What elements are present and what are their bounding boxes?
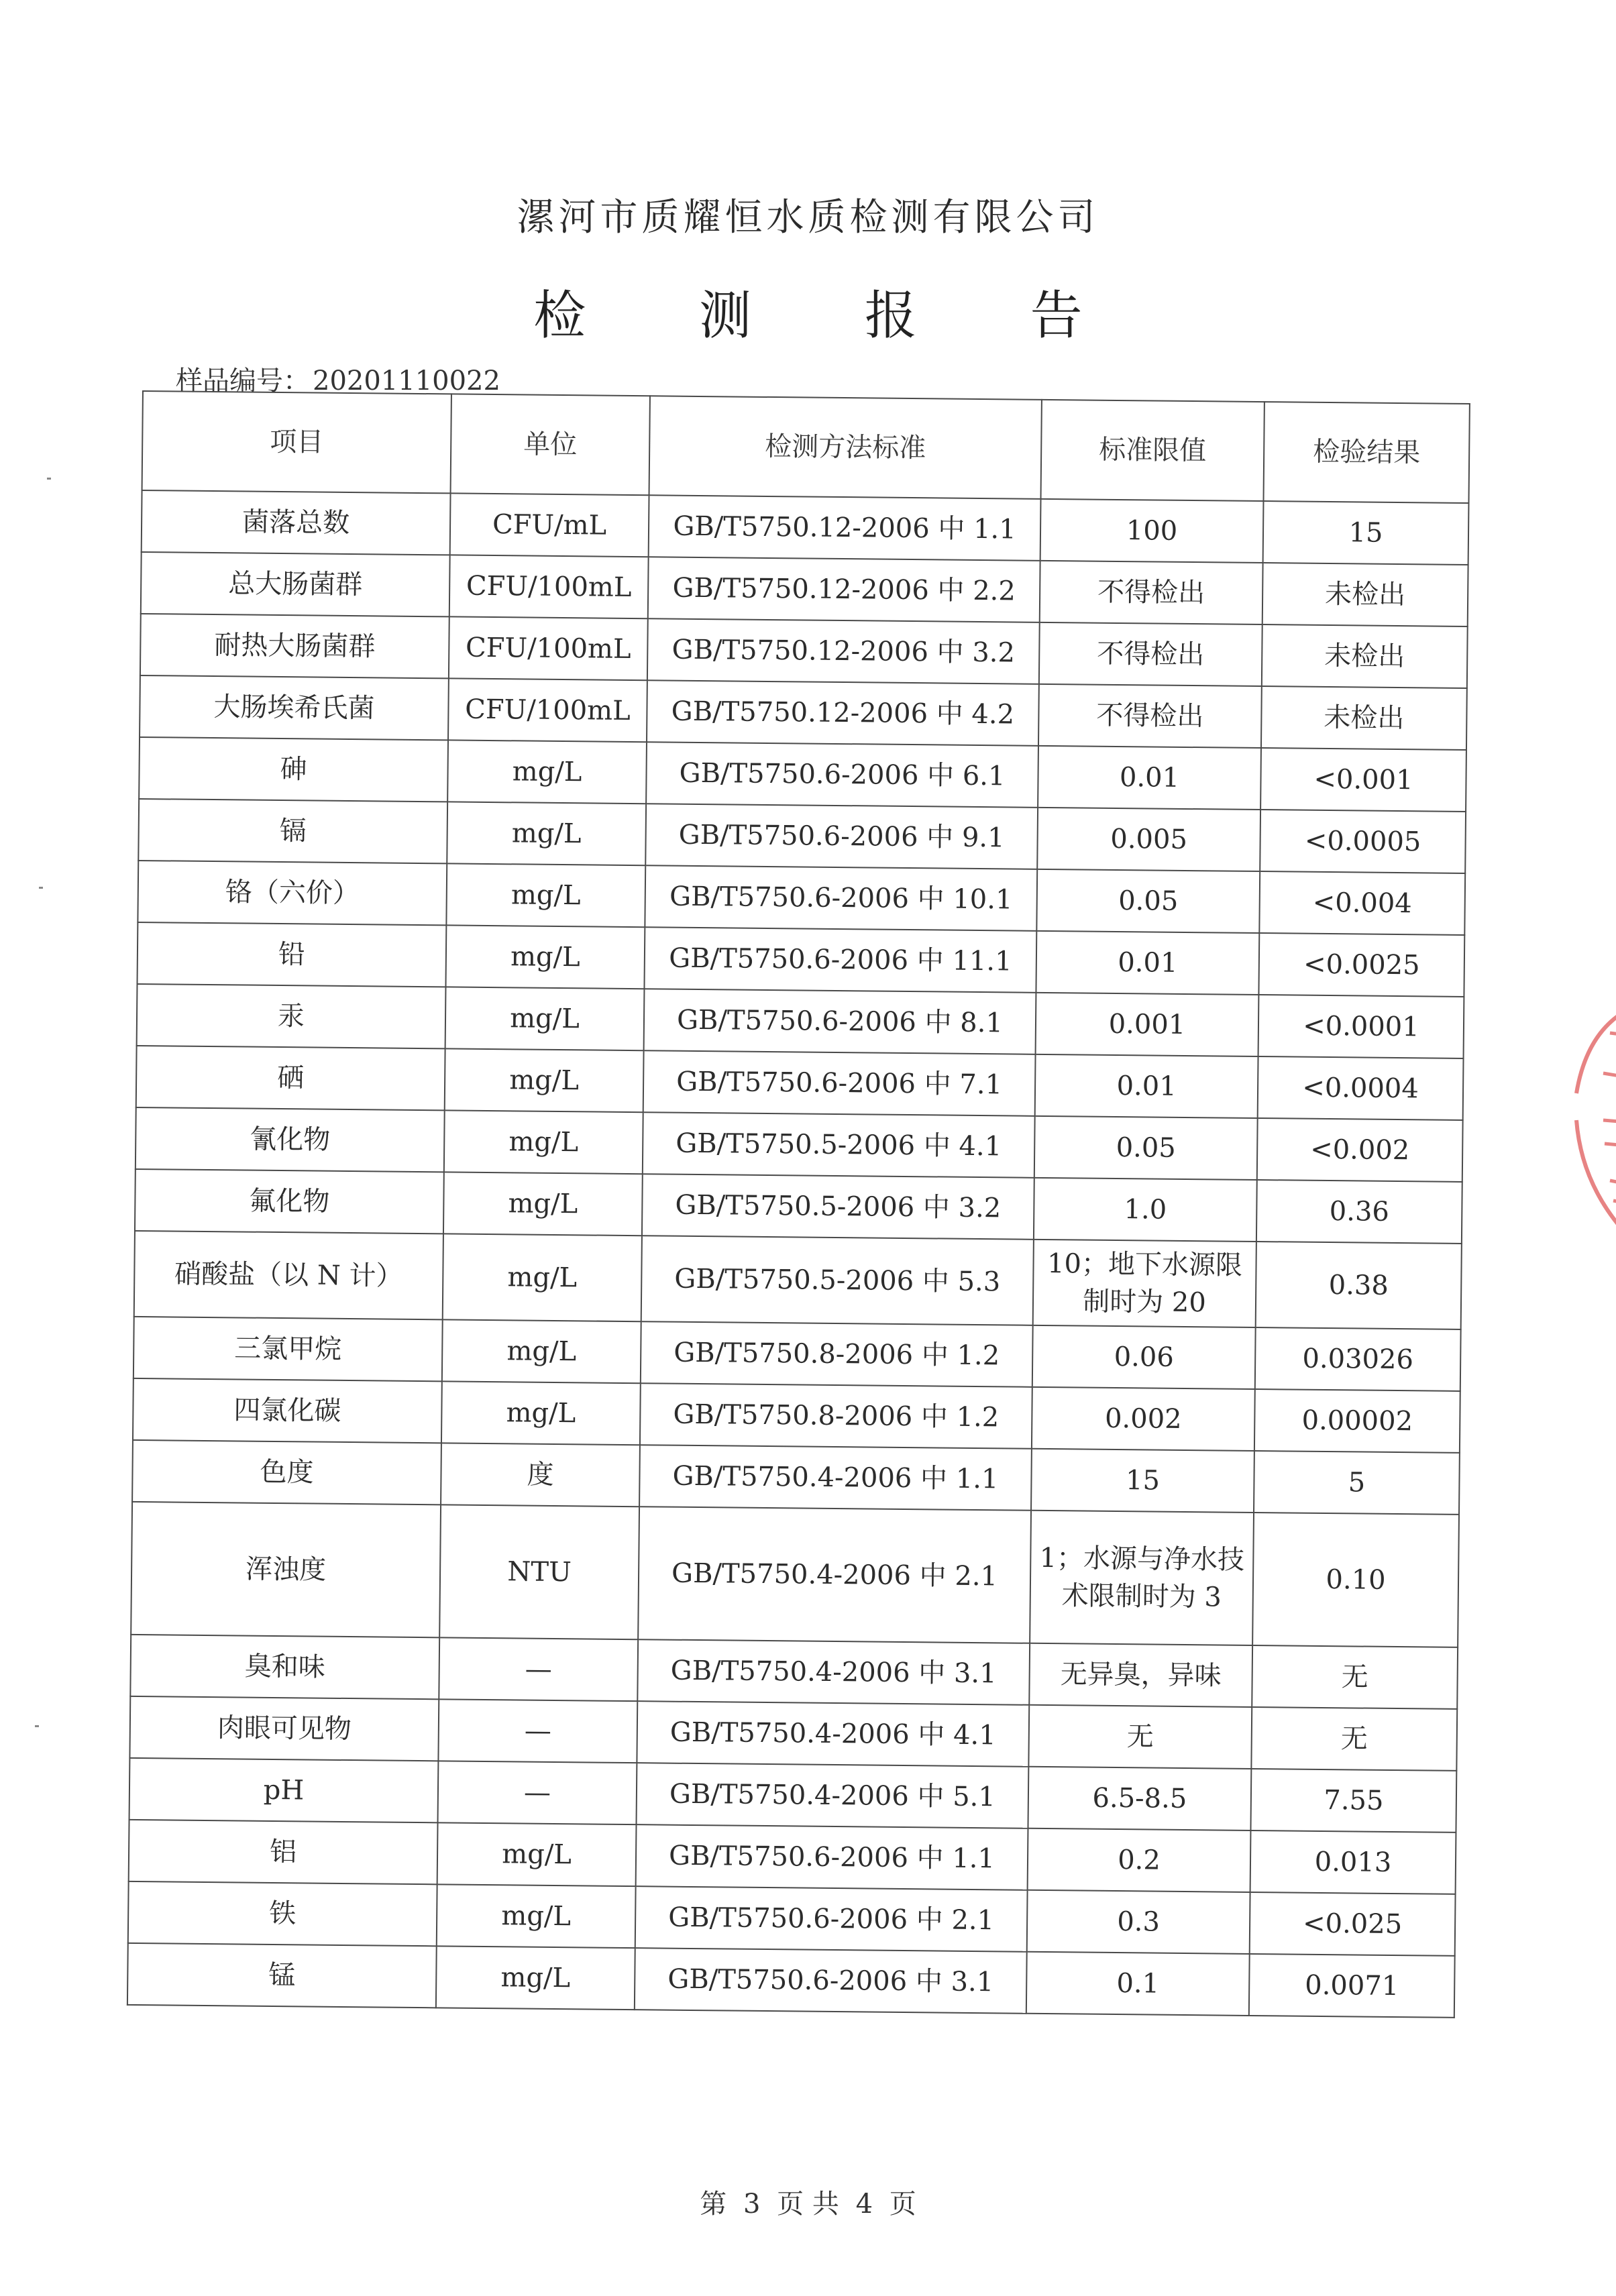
cell-result: 0.0071 [1249, 1954, 1455, 2018]
cell-limit: 0.06 [1032, 1325, 1256, 1389]
cell-method: GB/T5750.6-2006 中 11.1 [644, 927, 1036, 993]
cell-item: 锰 [127, 1943, 437, 2008]
cell-item: 总大肠菌群 [141, 552, 450, 616]
cell-result: <0.025 [1250, 1892, 1456, 1956]
cell-item: 色度 [132, 1440, 441, 1505]
page-mid: 页 共 [777, 2189, 839, 2220]
cell-limit: 10；地下水源限制时为 20 [1033, 1240, 1256, 1327]
cell-method: GB/T5750.6-2006 中 7.1 [643, 1050, 1036, 1116]
cell-method: GB/T5750.6-2006 中 2.1 [635, 1886, 1028, 1952]
company-name: 漯河市质耀恒水质检测有限公司 [517, 196, 1099, 239]
column-header-unit: 单位 [451, 394, 650, 495]
cell-result: 无 [1251, 1707, 1457, 1771]
cell-result: <0.004 [1259, 871, 1465, 935]
page-prefix: 第 [700, 2189, 727, 2220]
cell-limit: 0.1 [1026, 1952, 1250, 2016]
cell-item: 砷 [139, 737, 448, 802]
cell-item: 硒 [136, 1046, 445, 1110]
cell-limit: 无异臭，异味 [1029, 1643, 1252, 1707]
column-header-item: 项目 [142, 391, 451, 493]
cell-item: 镉 [138, 799, 447, 863]
cell-unit: mg/L [436, 1946, 635, 2010]
page-suffix: 页 [889, 2189, 916, 2220]
cell-item: 肉眼可见物 [129, 1696, 439, 1761]
cell-result: 15 [1263, 501, 1469, 565]
cell-method: GB/T5750.4-2006 中 2.1 [638, 1507, 1031, 1643]
cell-unit: CFU/100mL [449, 555, 649, 618]
cell-method: GB/T5750.12-2006 中 1.1 [649, 495, 1041, 561]
report-title: 检 测 报 告 [533, 286, 1131, 346]
cell-item: 四氯化碳 [133, 1378, 442, 1443]
cell-method: GB/T5750.12-2006 中 4.2 [647, 680, 1039, 746]
cell-unit: CFU/mL [450, 493, 649, 557]
cell-item: 菌落总数 [142, 490, 451, 555]
cell-result: 0.36 [1256, 1180, 1462, 1244]
column-header-limit: 标准限值 [1041, 400, 1264, 501]
cell-method: GB/T5750.4-2006 中 1.1 [639, 1445, 1032, 1511]
cell-unit: mg/L [443, 1234, 642, 1321]
page-total: 4 [855, 2189, 873, 2220]
cell-item: 铝 [129, 1820, 438, 1884]
cell-limit: 不得检出 [1040, 561, 1263, 624]
page-footer [0, 2183, 1616, 2221]
table-row [127, 1943, 1455, 2018]
cell-result: 0.38 [1256, 1242, 1462, 1329]
cell-limit: 不得检出 [1039, 622, 1262, 686]
page-current: 3 [743, 2189, 761, 2220]
cell-limit: 0.05 [1034, 1116, 1258, 1180]
cell-unit: mg/L [447, 802, 646, 865]
seal-stamp [1563, 986, 1616, 1281]
cell-unit: — [438, 1761, 637, 1824]
cell-method: GB/T5750.4-2006 中 5.1 [637, 1763, 1029, 1828]
cell-result: 未检出 [1262, 624, 1468, 688]
scan-speck [35, 1725, 39, 1727]
cell-unit: mg/L [442, 1319, 641, 1383]
cell-result: 0.03026 [1255, 1327, 1461, 1391]
cell-item: 汞 [137, 984, 446, 1048]
cell-unit: mg/L [441, 1381, 641, 1445]
cell-limit: 0.002 [1032, 1387, 1255, 1451]
cell-item: 铁 [128, 1881, 437, 1946]
cell-item: 臭和味 [130, 1635, 439, 1699]
table-row [131, 1502, 1459, 1647]
column-header-method: 检测方法标准 [649, 396, 1042, 499]
cell-result: 未检出 [1262, 563, 1468, 626]
cell-method: GB/T5750.12-2006 中 2.2 [648, 557, 1040, 622]
cell-unit: mg/L [445, 925, 645, 989]
cell-unit: mg/L [445, 987, 645, 1050]
cell-method: GB/T5750.5-2006 中 4.1 [643, 1112, 1035, 1178]
results-table-wrapper [127, 390, 1469, 2018]
cell-item: 氰化物 [136, 1107, 445, 1172]
results-table [127, 390, 1470, 2018]
scan-speck [47, 478, 51, 480]
cell-limit: 0.01 [1036, 931, 1259, 995]
cell-result: 0.013 [1250, 1830, 1456, 1894]
cell-unit: CFU/100mL [449, 616, 648, 680]
cell-result: <0.0001 [1258, 995, 1464, 1058]
cell-unit: mg/L [444, 1110, 643, 1174]
cell-unit: CFU/100mL [448, 678, 647, 742]
cell-unit: mg/L [445, 1048, 644, 1112]
cell-result: <0.0025 [1258, 933, 1464, 997]
cell-unit: NTU [439, 1505, 639, 1639]
cell-limit: 0.01 [1035, 1054, 1258, 1118]
cell-item: 三氯甲烷 [133, 1317, 443, 1381]
column-header-result: 检验结果 [1263, 402, 1469, 503]
cell-method: GB/T5750.12-2006 中 3.2 [647, 618, 1040, 684]
cell-unit: mg/L [447, 740, 647, 804]
cell-limit: 1.0 [1034, 1178, 1257, 1242]
cell-result: 0.00002 [1254, 1389, 1460, 1453]
cell-limit: 0.05 [1036, 869, 1260, 933]
cell-unit: mg/L [437, 1822, 637, 1886]
cell-result: 无 [1252, 1645, 1458, 1709]
cell-method: GB/T5750.5-2006 中 5.3 [641, 1236, 1034, 1325]
cell-method: GB/T5750.6-2006 中 10.1 [645, 865, 1037, 931]
cell-limit: 6.5-8.5 [1028, 1767, 1251, 1830]
cell-item: 铅 [138, 922, 447, 987]
cell-method: GB/T5750.5-2006 中 3.2 [642, 1174, 1034, 1240]
cell-item: 耐热大肠菌群 [140, 614, 449, 678]
table-header-row [142, 391, 1470, 503]
cell-method: GB/T5750.6-2006 中 1.1 [636, 1824, 1028, 1890]
cell-method: GB/T5750.6-2006 中 6.1 [646, 742, 1038, 808]
cell-result: 7.55 [1250, 1769, 1456, 1833]
cell-method: GB/T5750.8-2006 中 1.2 [640, 1383, 1032, 1449]
cell-result: <0.001 [1260, 748, 1466, 812]
sample-number-value: 20201110022 [313, 366, 500, 396]
cell-method: GB/T5750.4-2006 中 4.1 [637, 1701, 1029, 1767]
cell-limit: 0.3 [1027, 1890, 1250, 1954]
cell-limit: 15 [1031, 1449, 1254, 1513]
cell-result: <0.002 [1257, 1118, 1463, 1182]
cell-result: 未检出 [1261, 686, 1467, 750]
cell-method: GB/T5750.4-2006 中 3.1 [637, 1639, 1030, 1705]
sample-number-label: 样品编号： [176, 366, 310, 396]
cell-item: pH [129, 1758, 439, 1822]
cell-limit: 0.001 [1036, 993, 1259, 1056]
cell-result: 5 [1254, 1451, 1460, 1515]
table-row [134, 1231, 1462, 1329]
cell-item: 大肠埃希氏菌 [140, 675, 449, 740]
cell-method: GB/T5750.8-2006 中 1.2 [641, 1321, 1033, 1387]
cell-unit: mg/L [443, 1172, 643, 1236]
cell-item: 铬（六价） [138, 861, 447, 925]
cell-method: GB/T5750.6-2006 中 9.1 [645, 804, 1038, 869]
cell-method: GB/T5750.6-2006 中 3.1 [635, 1948, 1027, 2014]
cell-item: 氟化物 [135, 1169, 444, 1234]
cell-result: <0.0005 [1260, 810, 1466, 873]
cell-unit: — [438, 1699, 637, 1763]
cell-limit: 100 [1040, 499, 1264, 563]
cell-limit: 1；水源与净水技术限制时为 3 [1030, 1511, 1254, 1645]
cell-limit: 不得检出 [1038, 684, 1262, 748]
cell-unit: — [439, 1637, 638, 1701]
cell-unit: 度 [441, 1443, 640, 1507]
cell-limit: 0.01 [1038, 746, 1261, 810]
cell-method: GB/T5750.6-2006 中 8.1 [644, 989, 1036, 1054]
cell-limit: 0.005 [1037, 808, 1260, 871]
cell-unit: mg/L [446, 863, 645, 927]
cell-limit: 0.2 [1028, 1828, 1251, 1892]
cell-limit: 无 [1028, 1705, 1252, 1769]
cell-unit: mg/L [437, 1884, 636, 1948]
cell-result: <0.0004 [1258, 1056, 1464, 1120]
cell-item: 硝酸盐（以 N 计） [134, 1231, 443, 1319]
cell-result: 0.10 [1252, 1513, 1459, 1647]
scan-speck [39, 887, 43, 889]
cell-item: 浑浊度 [131, 1502, 441, 1637]
